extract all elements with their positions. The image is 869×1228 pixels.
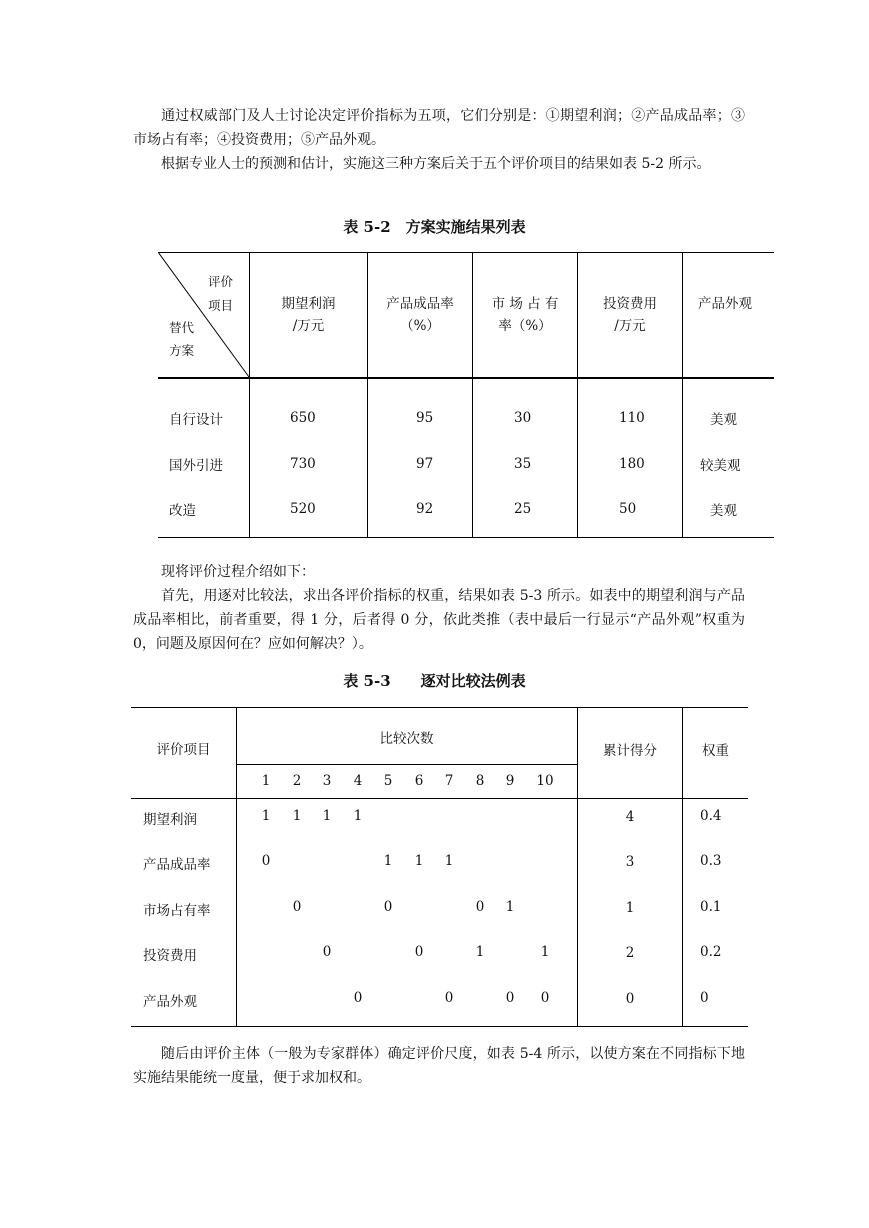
compare-mark: 0 <box>322 944 332 960</box>
compare-mark: 0 <box>292 899 302 915</box>
cumulative-score: 4 <box>625 809 635 825</box>
corner-label-bottom-2: 方案 <box>169 343 195 358</box>
corner-label-top-1: 评价 <box>208 274 234 289</box>
compare-mark: 0 <box>414 944 424 960</box>
corner-label-top-2: 项目 <box>208 298 234 313</box>
compare-number-3: 3 <box>322 773 332 789</box>
compare-number-7: 7 <box>444 773 454 789</box>
cell: 650 <box>290 410 316 426</box>
cell: 92 <box>416 501 434 517</box>
weight-value: 0.1 <box>700 899 722 915</box>
cell: 97 <box>416 456 434 472</box>
row-name: 自行设计 <box>169 412 223 428</box>
header-cumulative-score: 累计得分 <box>603 743 657 759</box>
cumulative-score: 0 <box>625 991 635 1007</box>
paragraph-criteria: 通过权威部门及人士讨论决定评价指标为五项，它们分别是：①期望利润；②产品成品率；③市场占有率；④投资费用；⑤产品外观。 <box>133 108 745 148</box>
compare-mark: 0 <box>475 899 485 915</box>
compare-mark: 1 <box>353 808 363 824</box>
header-expected-profit: 期望利润 /万元 <box>281 296 336 334</box>
cell: 95 <box>416 410 434 426</box>
table-5-2-caption: 表 5-2 方案实施结果列表 <box>343 218 526 236</box>
weight-value: 0 <box>700 990 709 1006</box>
compare-mark: 1 <box>444 853 454 869</box>
cumulative-score: 1 <box>625 900 635 916</box>
paragraph-intro-process: 现将评价过程介绍如下： <box>161 564 315 580</box>
compare-number-2: 2 <box>292 773 302 789</box>
compare-number-4: 4 <box>353 773 363 789</box>
header-appearance: 产品外观 <box>698 296 752 312</box>
row-name: 改造 <box>169 503 196 519</box>
compare-mark: 0 <box>540 990 550 1006</box>
cell: 美观 <box>710 503 737 519</box>
header-investment: 投资费用 /万元 <box>603 296 657 334</box>
cell: 50 <box>619 501 637 517</box>
compare-mark: 1 <box>414 853 424 869</box>
header-weight: 权重 <box>702 743 729 759</box>
compare-mark: 0 <box>505 990 515 1006</box>
cell: 110 <box>619 410 645 426</box>
header-item: 评价项目 <box>156 742 211 758</box>
row-name: 产品成品率 <box>143 857 211 873</box>
compare-number-1: 1 <box>261 773 271 789</box>
compare-mark: 1 <box>261 808 271 824</box>
row-name: 期望利润 <box>143 812 197 828</box>
cell: 520 <box>290 501 316 517</box>
compare-mark: 1 <box>475 944 485 960</box>
weight-value: 0.3 <box>700 853 722 869</box>
compare-mark: 1 <box>322 808 332 824</box>
row-name: 产品外观 <box>143 994 197 1010</box>
cell: 35 <box>514 456 532 472</box>
weight-value: 0.2 <box>700 944 722 960</box>
cell: 25 <box>514 501 532 517</box>
compare-number-10: 10 <box>536 773 554 789</box>
compare-number-5: 5 <box>383 773 393 789</box>
corner-label-bottom-1: 替代 <box>169 320 195 335</box>
cell: 美观 <box>710 412 737 428</box>
cumulative-score: 3 <box>625 854 635 870</box>
compare-mark: 1 <box>292 808 302 824</box>
header-compare-count: 比较次数 <box>379 731 434 747</box>
compare-mark: 0 <box>353 990 363 1006</box>
compare-mark: 0 <box>444 990 454 1006</box>
compare-mark: 1 <box>505 899 515 915</box>
row-name: 国外引进 <box>169 458 223 474</box>
row-name: 投资费用 <box>143 948 197 964</box>
compare-number-9: 9 <box>505 773 515 789</box>
paragraph-pairwise: 首先，用逐对比较法，求出各评价指标的权重，结果如表 5-3 所示。如表中的期望利润与产品成品率相比，前者重要，得 1 分，后者得 0 分，依此类推（表中最后一行显示“产品外观”权重为 0，问题及原因何在？应如何解决？）。 <box>133 588 745 652</box>
table-5-3-caption: 表 5-3 逐对比较法例表 <box>343 672 526 690</box>
cell: 730 <box>290 456 316 472</box>
compare-mark: 0 <box>383 899 393 915</box>
cell: 30 <box>514 410 532 426</box>
paragraph-scale: 随后由评价主体（一般为专家群体）确定评价尺度，如表 5-4 所示，以使方案在不同指标下地实施结果能统一度量，便于求加权和。 <box>133 1046 745 1086</box>
compare-number-8: 8 <box>475 773 485 789</box>
diagonal-header-line <box>158 252 250 378</box>
header-yield-rate: 产品成品率 （%） <box>386 296 454 334</box>
row-name: 市场占有率 <box>143 903 211 919</box>
cell: 较美观 <box>700 458 741 474</box>
compare-mark: 0 <box>261 853 271 869</box>
compare-number-6: 6 <box>414 773 424 789</box>
compare-mark: 1 <box>540 944 550 960</box>
cumulative-score: 2 <box>625 945 635 961</box>
header-market-share: 市 场 占 有 率（%） <box>491 296 559 334</box>
cell: 180 <box>619 456 645 472</box>
compare-mark: 1 <box>383 853 393 869</box>
paragraph-prediction: 根据专业人士的预测和估计，实施这三种方案后关于五个评价项目的结果如表 5-2 所示。 <box>161 156 711 172</box>
weight-value: 0.4 <box>700 808 722 824</box>
